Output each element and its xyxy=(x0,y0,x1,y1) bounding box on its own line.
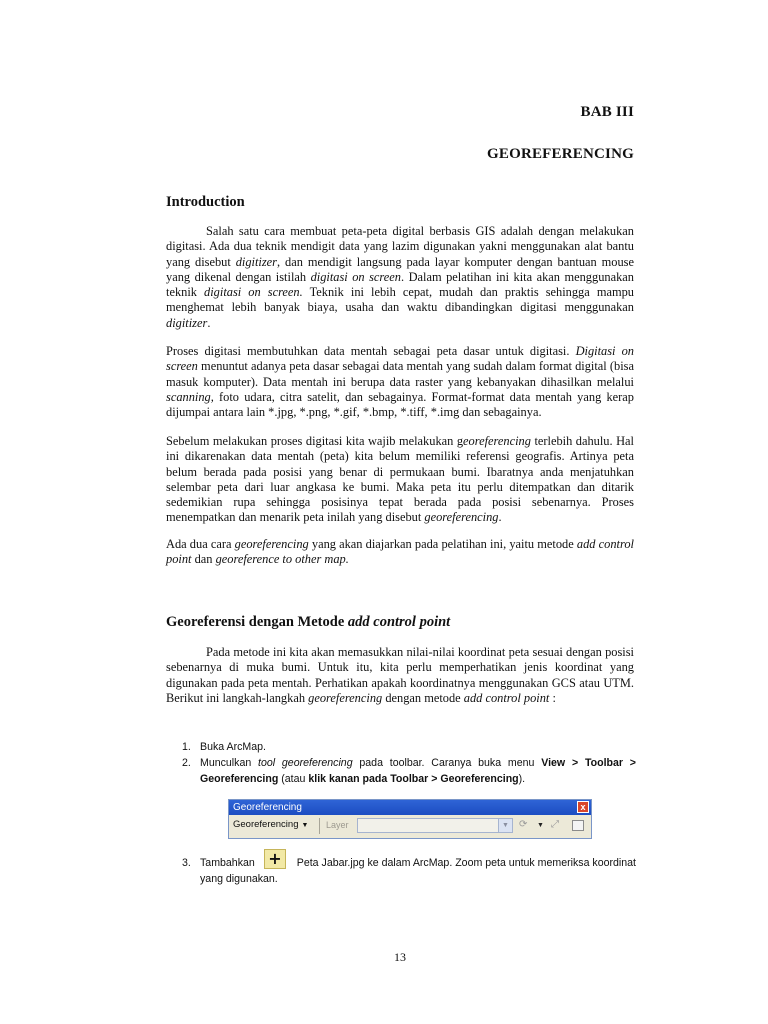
steps-list xyxy=(166,739,636,787)
page-number: 13 xyxy=(394,950,406,964)
section-heading-introduction: Introduction xyxy=(166,194,245,210)
add-control-point-icon: ⤢ xyxy=(551,819,559,830)
dropdown-arrow-icon: ▼ xyxy=(301,822,309,829)
paragraph-intro-3: Sebelum melakukan proses digitasi kita wajib melakukan georeferencing terlebih dahulu. Hal ini dikarenakan data mentah (peta) kita belum memiliki referensi geografis. Artinya peta belum berada pada posisi yang benar di permukaan bumi. Ibaratnya anda menjatuhkan selembar peta dari luar angkasa ke bumi. Maka peta itu perlu ditempatkan dan ditarik sedemikian rupa sehingga posisinya tepat berada pada posisi sebenarnya. Proses menempatkan dan menarik peta inilah yang disebut georeferencing. xyxy=(166,434,634,525)
link-table-icon xyxy=(572,820,584,831)
paragraph-method-1: Pada metode ini kita akan memasukkan nilai-nilai koordinat peta sesuai dengan posisi sebenarnya di muka bumi. Untuk itu, kita perlu memperhatikan jenis koordinat yang digunakan pada peta mentah. Perhatikan apakah koordinatnya menggunakan GCS atau UTM. Berikut ini langkah-langkah georeferencing dengan metode add control point : xyxy=(166,645,634,705)
list-item: 1. Buka ArcMap. xyxy=(182,741,266,753)
chapter-number: BAB III xyxy=(580,104,634,120)
toolbar-separator xyxy=(319,818,320,834)
list-item: 3. Tambahkan Peta Jabar.jpg ke dalam ArcMap. Zoom peta untuk memeriksa koordinat yang digunakan. xyxy=(182,857,636,885)
chevron-down-icon: ▼ xyxy=(498,819,512,832)
paragraph-intro-1: Salah satu cara membuat peta-peta digital berbasis GIS adalah dengan melakukan digitasi. Ada dua teknik mendigit data yang lazim digunakan yakni menggunakan alat bantu yang disebut digitizer, dan mendigit langsung pada layar komputer dengan bantuan mouse yang dikenal dengan istilah digitasi on screen. Dalam pelatihan ini kita akan menggunakan teknik digitasi on screen. Teknik ini lebih cepat, mudah dan praktis sehingga mampu menghemat lebih banyak biaya, usaha dan waktu dibandingkan digitasi menggunakan digitizer. xyxy=(166,224,634,330)
chapter-title: GEOREFERENCING xyxy=(487,146,634,162)
close-icon: x xyxy=(577,801,589,813)
add-data-icon: + xyxy=(264,849,286,869)
rotate-icon: ⟳ xyxy=(519,819,528,830)
toolbar-titlebar xyxy=(229,800,591,815)
layer-dropdown xyxy=(357,818,513,833)
layer-label: Layer xyxy=(326,820,349,830)
section-heading-add-control-point: Georeferensi dengan Metode add control point xyxy=(166,614,451,630)
paragraph-intro-2: Proses digitasi membutuhkan data mentah sebagai peta dasar untuk digitasi. Digitasi on screen menuntut adanya peta dasar sebagai data mentah yang sudah dalam format digital (bisa masuk komputer). Data mentah ini berupa data raster yang kebanyakan dihasilkan melalui scanning, foto udara, citra satelit, dan sebagainya. Format-format data mentah yang kerap dijumpai antara lain *.jpg, *.png, *.gif, *.bmp, *.tiff, *.img dan sebagainya. xyxy=(166,344,634,420)
dropdown-arrow-icon: ▼ xyxy=(537,822,544,829)
toolbar-body xyxy=(229,815,591,838)
steps-list-continued xyxy=(166,855,636,887)
georeferencing-toolbar-image xyxy=(228,799,592,839)
georeferencing-menu: Georeferencing ▼ xyxy=(233,819,309,830)
list-item: 2. Munculkan tool georeferencing pada toolbar. Caranya buka menu View > Toolbar > Georeferencing (atau klik kanan pada Toolbar > Georeferencing). xyxy=(182,757,636,785)
toolbar-title: Georeferencing xyxy=(233,802,302,813)
paragraph-intro-4: Ada dua cara georeferencing yang akan diajarkan pada pelatihan ini, yaitu metode add control point dan georeference to other map. xyxy=(166,537,634,567)
